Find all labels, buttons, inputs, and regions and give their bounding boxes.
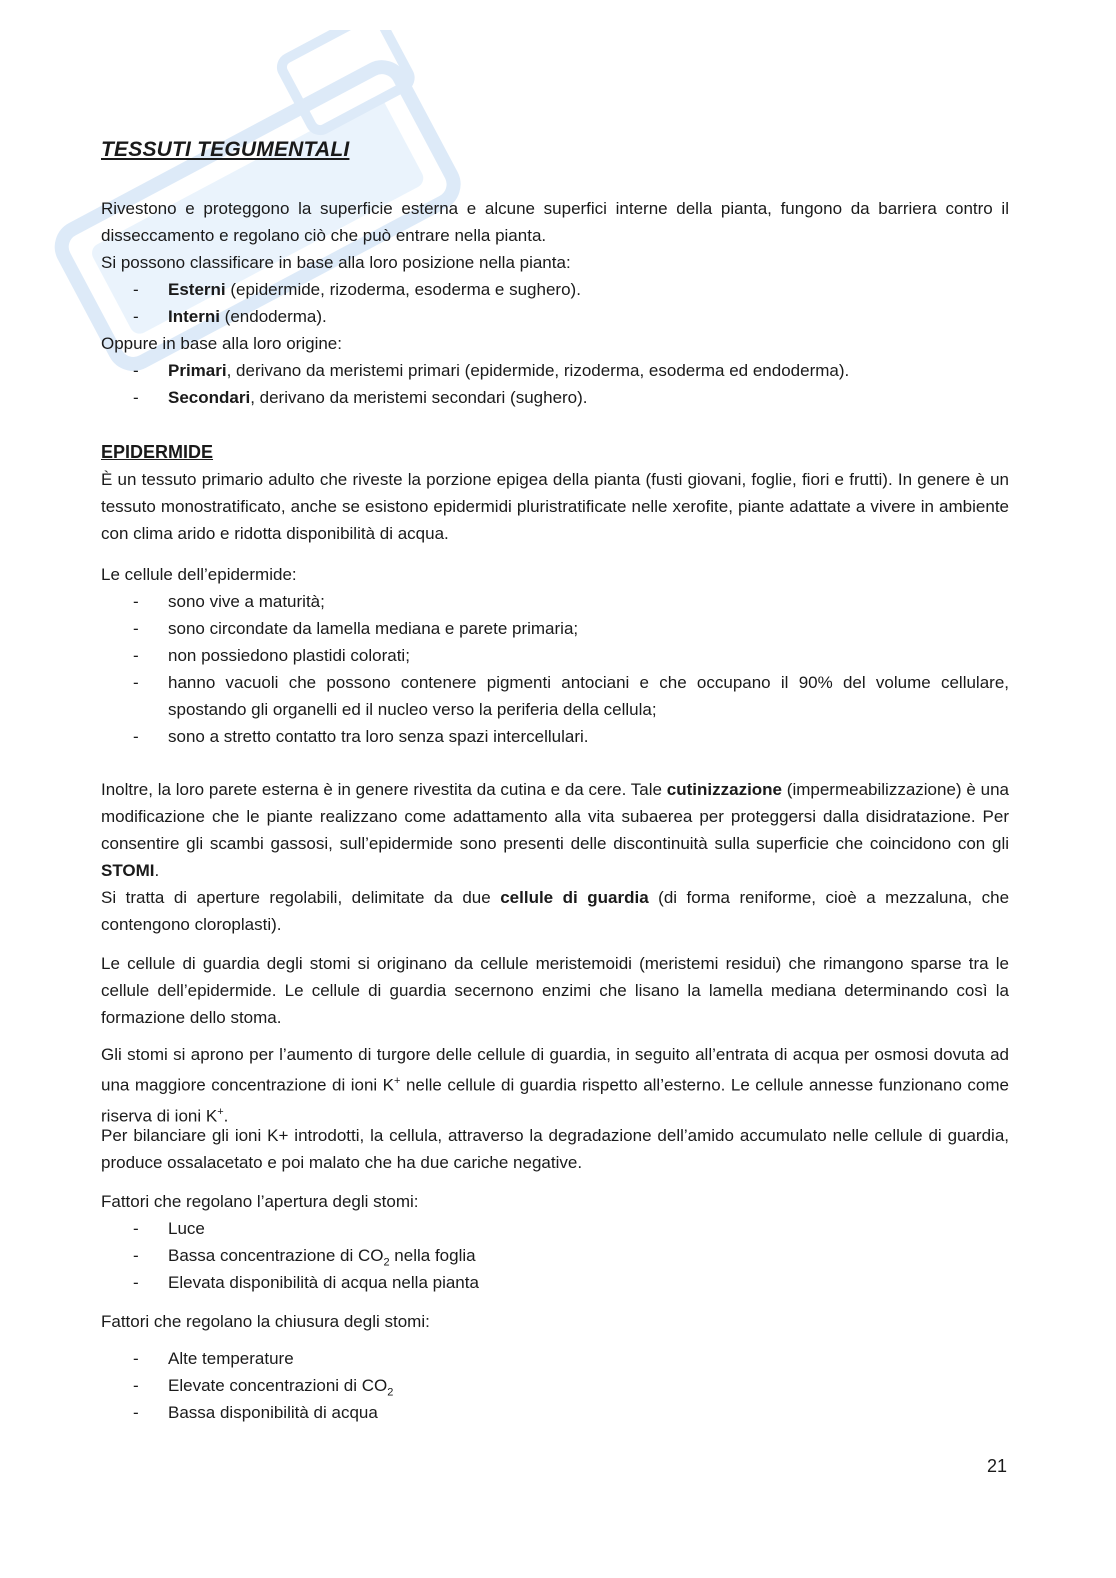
- epidermide-paragraph: È un tessuto primario adulto che riveste la porzione epigea della pianta (fusti giovani, foglie, fiori e frutti). In genere è un tessuto monostratificato, anche se esistono epidermidi pluristratificate nelle xerofite, piante adattate a vivere in ambiente con clima arido e ridotta disponibilità di acqua.: [101, 470, 1009, 543]
- cutinizzazione-paragraph: Inoltre, la loro parete esterna è in genere rivestita da cutina e da cere. Tale cutinizzazione (impermeabilizzazione) è una modificazione che le piante realizzano come adattamento alla vita subaerea per proteggersi dalla disidratazione. Per consentire gli scambi gassosi, sull’epidermide sono presenti delle discontinuità sulla superficie che coincidono con gli STOMI.: [101, 780, 1009, 880]
- apertura-intro: Fattori che regolano l’apertura degli stomi:: [101, 1192, 419, 1211]
- cells-intro: Le cellule dell’epidermide:: [101, 565, 297, 584]
- stomi-paragraph: Si tratta di aperture regolabili, delimitate da due cellule di guardia (di forma reniforme, cioè a mezzaluna, che contengono cloroplasti).: [101, 888, 1010, 934]
- intro-paragraph: Rivestono e proteggono la superficie esterna e alcune superfici interne della pianta, fungono da barriera contro il disseccamento e regolano ciò che può entrare nella pianta.: [101, 199, 1009, 245]
- page-title: TESSUTI TEGUMENTALI: [101, 138, 350, 161]
- chiusura-intro: Fattori che regolano la chiusura degli stomi:: [101, 1312, 430, 1331]
- meristemoidi-paragraph: Le cellule di guardia degli stomi si originano da cellule meristemoidi (meristemi residui) che rimangono sparse tra le cellule dell’epidermide. Le cellule di guardia secernono enzimi che lisano la lamella mediana determinando così la formazione dello stoma.: [101, 954, 1009, 1027]
- page-number: 21: [987, 1456, 1008, 1476]
- intro-classify-position: Si possono classificare in base alla loro posizione nella pianta:: [101, 253, 571, 272]
- section-heading-epidermide: EPIDERMIDE: [101, 442, 214, 462]
- turgore-paragraph: Gli stomi si aprono per l’aumento di turgore delle cellule di guardia, in seguito all’entrata di acqua per osmosi dovuta ad una maggiore concentrazione di ioni K+ nelle cellule di guardia rispetto all’esterno. Le cellule annesse funzionano come riserva di ioni K+.: [101, 1045, 1009, 1126]
- bilancio-ioni-paragraph: Per bilanciare gli ioni K+ introdotti, la cellula, attraverso la degradazione dell’amido accumulato nelle cellule di guardia, produce ossalacetato e poi malato che ha due cariche negative.: [101, 1126, 1009, 1172]
- intro-classify-origin: Oppure in base alla loro origine:: [101, 334, 342, 353]
